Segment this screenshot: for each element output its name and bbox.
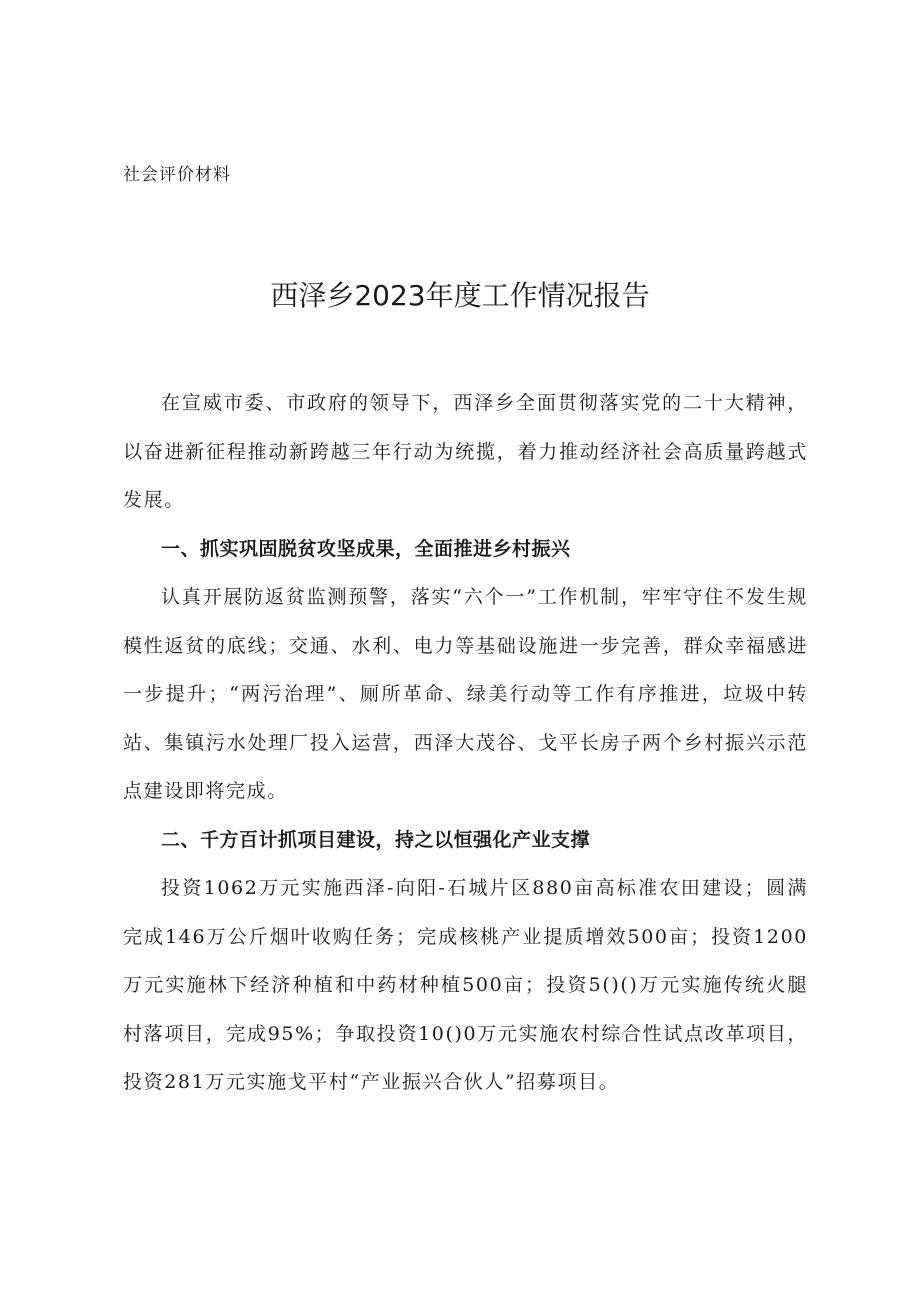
- intro-paragraph: 在宣威市委、市政府的领导下，西泽乡全面贯彻落实党的二十大精神，以奋进新征程推动新跨越三年行动为统揽，着力推动经济社会高质量跨越式发展。: [123, 392, 808, 511]
- section-2-heading: 二、千方百计抓项目建设，持之以恒强化产业支撑: [161, 828, 591, 851]
- section-2-body: 投资1062万元实施西泽-向阳-石城片区880亩高标准农田建设；圆满完成146万公斤烟叶收购任务；完成核桃产业提质增效500亩；投资1200万元实施林下经济种植和中药材种植500亩；投资5()()万元实施传统火腿村落项目，完成95%；争取投资10()0万元实施农村综合性试点改革项目，投资281万元实施戈平村“产业振兴合伙人”招募项目。: [123, 877, 808, 1093]
- document-tag: 社会评价材料: [123, 165, 231, 185]
- section-1-body: 认真开展防返贫监测预警，落实“六个一”工作机制，牢牢守住不发生规模性返贫的底线；交通、水利、电力等基础设施进一步完善，群众幸福感进一步提升；“两污治理”、厕所革命、绿美行动等工作有序推进，垃圾中转站、集镇污水处理厂投入运营，西泽大茂谷、戈平长房子两个乡村振兴示范点建设即将完成。: [123, 586, 808, 802]
- document-body: [123, 379, 808, 1107]
- document-title: 西泽乡2023年度工作情况报告: [270, 279, 650, 312]
- section-1-heading: 一、抓实巩固脱贫攻坚成果，全面推进乡村振兴: [161, 537, 571, 560]
